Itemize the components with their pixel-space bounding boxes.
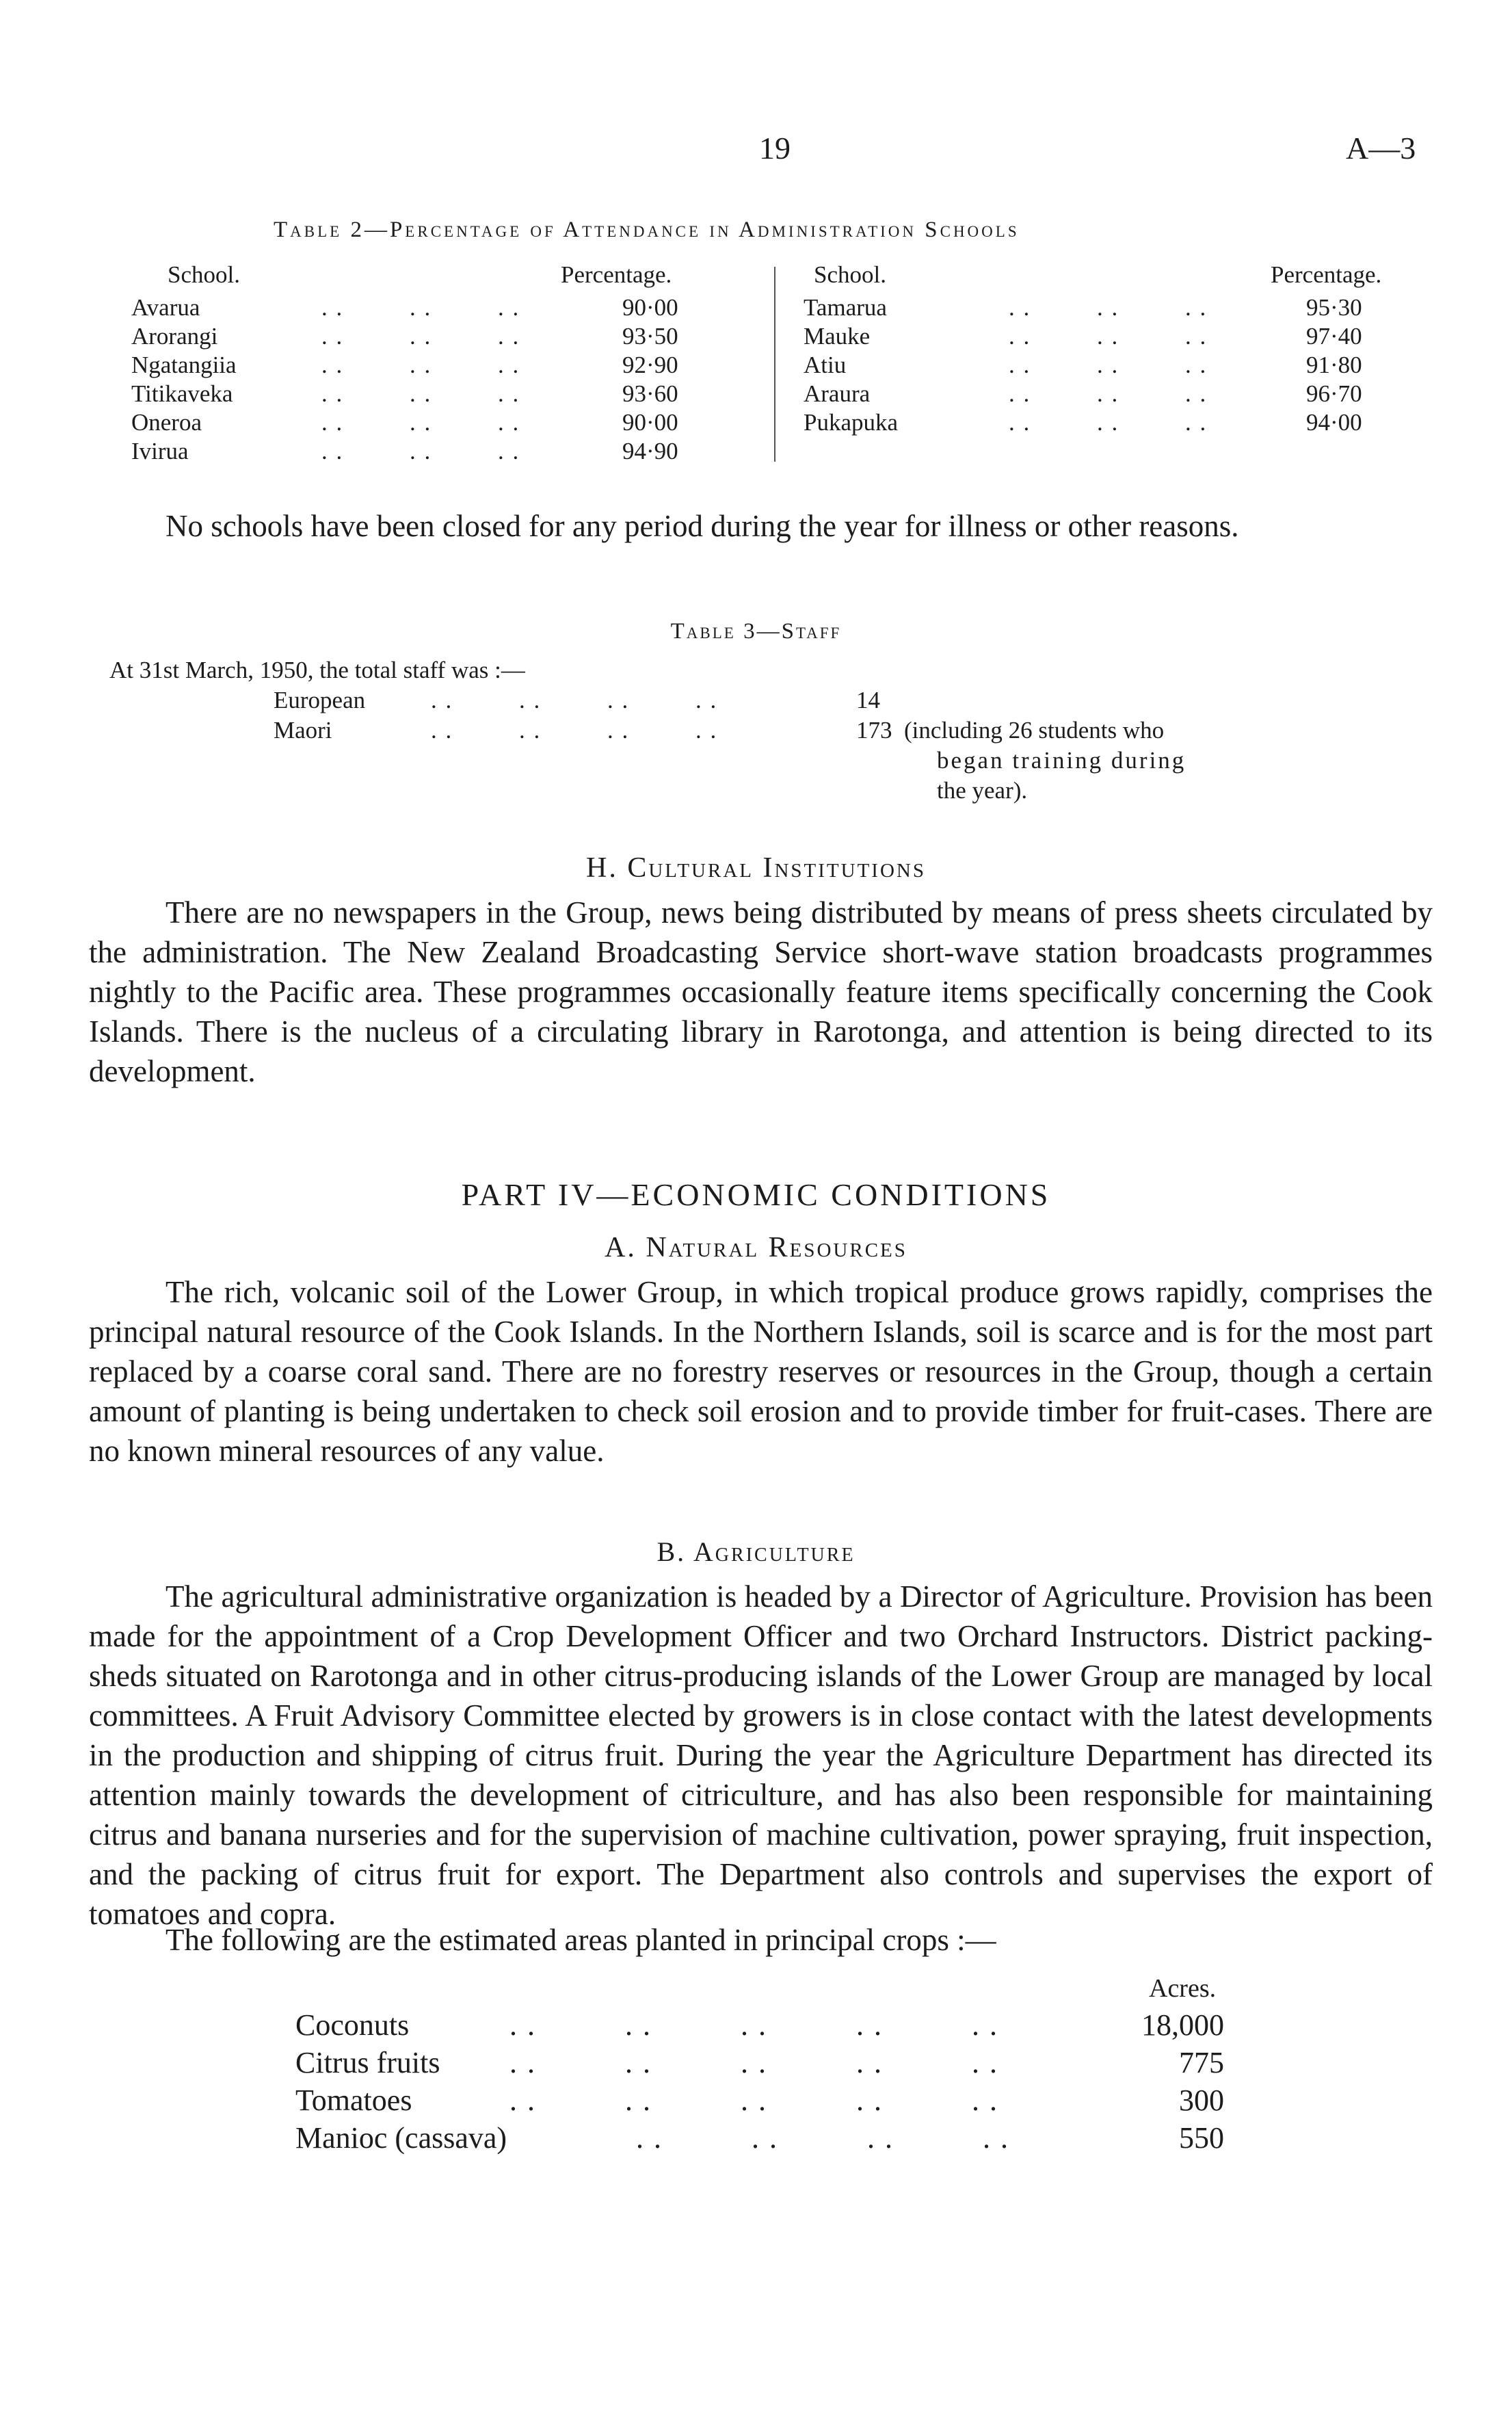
leader-dots: . . . . . . xyxy=(321,352,520,378)
table2-left-school: Titikaveka xyxy=(131,380,233,407)
page-number: 19 xyxy=(759,131,791,166)
section-h-heading: H. Cultural Institutions xyxy=(586,852,926,884)
leader-dots: . . . . . . . . xyxy=(431,687,718,713)
table2-left-percentage: 92·90 xyxy=(622,352,678,378)
leader-dots: . . . . . . . . xyxy=(636,2121,1009,2155)
table2-left-school: Ivirua xyxy=(131,438,189,464)
closure-note-paragraph xyxy=(89,506,1433,546)
crop-acres: 775 xyxy=(1179,2046,1224,2079)
section-b-paragraph xyxy=(89,1577,1433,1934)
crop-name: Citrus fruits xyxy=(295,2046,440,2079)
leader-dots: . . . . . . xyxy=(1009,294,1208,321)
crop-name: Tomatoes xyxy=(295,2084,412,2117)
table2-right-percentage: 94·00 xyxy=(1306,409,1362,436)
leader-dots: . . . . . . xyxy=(321,409,520,436)
leader-dots: . . . . . . xyxy=(321,380,520,407)
document-reference: A—3 xyxy=(1346,131,1416,166)
table2-right-percentage: 91·80 xyxy=(1306,352,1362,378)
section-h-paragraph xyxy=(89,893,1433,1091)
table2-left-percentage: 93·50 xyxy=(622,323,678,350)
table2-column-divider xyxy=(774,267,775,462)
crop-name: Coconuts xyxy=(295,2008,410,2042)
staff-label-european: European xyxy=(274,687,366,713)
leader-dots: . . . . . . . . . . xyxy=(509,2084,998,2117)
table2-left-school: Arorangi xyxy=(131,323,218,350)
leader-dots: . . . . . . . . xyxy=(431,717,718,744)
table2-left-school-header: School. xyxy=(168,261,240,288)
table2-left-percentage: 90·00 xyxy=(622,409,678,436)
part-iv-heading: PART IV—ECONOMIC CONDITIONS xyxy=(461,1177,1051,1212)
crop-name: Manioc (cassava) xyxy=(295,2121,507,2155)
section-a-text: The rich, volcanic soil of the Lower Group, in which tropical produce grows rapidly, comprises the principal natural resource of the Cook Islands. In the Northern Islands, soil is scarce and is for the most part replaced by a coarse coral sand. There are no forestry reserves or resources in the Group, though a certain amount of planting is being undertaken to check soil erosion and to provide timber for fruit-cases. There are no known mineral resources of any value. xyxy=(89,1275,1433,1468)
table2-right-school: Araura xyxy=(804,380,871,407)
section-b-heading: B. Agriculture xyxy=(656,1536,856,1567)
table2-right-school: Tamarua xyxy=(804,294,887,321)
staff-value-european: 14 xyxy=(856,687,880,713)
table2-left-percentage: 93·60 xyxy=(622,380,678,407)
table2-title: Table 2—Percentage of Attendance in Administration Schools xyxy=(274,218,1020,242)
table2-right-percentage: 96·70 xyxy=(1306,380,1362,407)
leader-dots: . . . . . . . . . . xyxy=(509,2008,998,2042)
leader-dots: . . . . . . xyxy=(1009,380,1208,407)
table3-intro: At 31st March, 1950, the total staff was :— xyxy=(109,657,525,683)
table2-left-school: Avarua xyxy=(131,294,200,321)
table3-title: Table 3—Staff xyxy=(670,619,842,644)
leader-dots: . . . . . . xyxy=(1009,409,1208,436)
staff-note-line: (including 26 students who xyxy=(904,717,1165,744)
leader-dots: . . . . . . . . . . xyxy=(509,2046,998,2079)
section-h-text: There are no newspapers in the Group, news being distributed by means of press sheets circulated by the administration. The New Zealand Broadcasting Service short-wave station broadcasts programmes nightly to the Pacific area. These programmes occasionally feature items specifically concerning the Cook Islands. There is the nucleus of a circulating library in Rarotonga, and attention is being directed to its development. xyxy=(89,895,1433,1088)
closure-note-text: No schools have been closed for any period during the year for illness or other reasons. xyxy=(165,509,1239,543)
table2-left-percentage-header: Percentage. xyxy=(561,261,672,288)
crop-acres: 550 xyxy=(1179,2121,1224,2155)
crops-acres-header: Acres. xyxy=(1149,1974,1217,2003)
section-a-heading: A. Natural Resources xyxy=(605,1232,907,1263)
leader-dots: . . . . . . xyxy=(1009,352,1208,378)
table2-left-percentage: 94·90 xyxy=(622,438,678,464)
leader-dots: . . . . . . xyxy=(321,323,520,350)
table2-right-percentage-header: Percentage. xyxy=(1271,261,1382,288)
table2-right-school: Mauke xyxy=(804,323,871,350)
table2-left-school: Oneroa xyxy=(131,409,202,436)
crops-intro: The following are the estimated areas planted in principal crops :— xyxy=(165,1923,996,1957)
section-b-text: The agricultural administrative organization is headed by a Director of Agriculture. Provision has been made for the appointment of a Crop Development Officer and two Orchard Instructors. District packing-sheds situated on Rarotonga and in other citrus-producing islands of the Lower Group are managed by local committees. A Fruit Advisory Committee elected by growers is in close contact with the latest developments in the production and shipping of citrus fruit. During the year the Agriculture Department has directed its attention mainly towards the development of citriculture, and has also been responsible for maintaining citrus and banana nurseries and for the supervision of machine cultivation, power spraying, fruit inspection, and the packing of citrus fruit for export. The Department also controls and supervises the export of tomatoes and copra. xyxy=(89,1579,1433,1931)
leader-dots: . . . . . . xyxy=(321,438,520,464)
staff-note-line: began training during xyxy=(937,747,1186,774)
crop-acres: 300 xyxy=(1179,2084,1224,2117)
section-a-paragraph xyxy=(89,1272,1433,1471)
staff-note-line: the year). xyxy=(937,777,1028,804)
table2-left-school: Ngatangiia xyxy=(131,352,237,378)
leader-dots: . . . . . . xyxy=(321,294,520,321)
table2-right-percentage: 95·30 xyxy=(1306,294,1362,321)
table2-right-school: Atiu xyxy=(804,352,847,378)
table2-right-school: Pukapuka xyxy=(804,409,899,436)
crop-acres: 18,000 xyxy=(1141,2008,1224,2042)
table2-left-percentage: 90·00 xyxy=(622,294,678,321)
leader-dots: . . . . . . xyxy=(1009,323,1208,350)
table2-right-school-header: School. xyxy=(814,261,886,288)
staff-label-maori: Maori xyxy=(274,717,332,744)
staff-value-maori: 173 xyxy=(856,717,892,744)
table2-right-percentage: 97·40 xyxy=(1306,323,1362,350)
